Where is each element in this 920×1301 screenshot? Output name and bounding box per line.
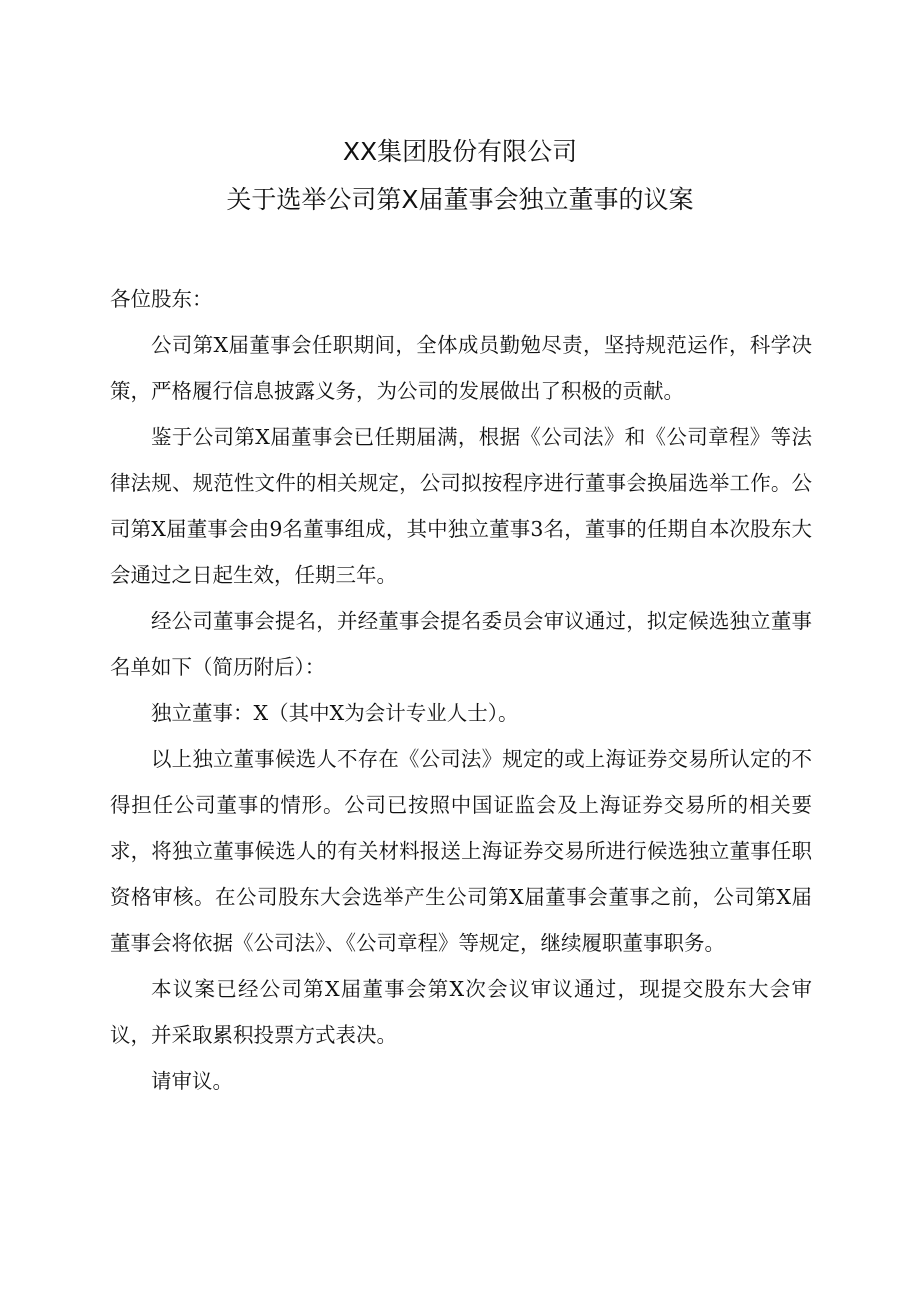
paragraph-approval: 本议案已经公司第X届董事会第X次会议审议通过，现提交股东大会审议，并采取累积投票方式表决。: [110, 977, 812, 1047]
paragraph-qualification: 以上独立董事候选人不存在《公司法》规定的或上海证券交易所认定的不得担任公司董事的情形。公司已按照中国证监会及上海证券交易所的相关要求，将独立董事候选人的有关材料报送上海证券交易所进行候选独立董事任职资格审核。在公司股东大会选举产生公司第X届董事会董事之前，公司第X届董事会将依据《公司法》、《公司章程》等规定，继续履职董事职务。: [110, 747, 812, 955]
paragraph-closing: 请审议。: [151, 1069, 233, 1093]
salutation: 各位股东：: [110, 287, 213, 311]
paragraph-nomination: 经公司董事会提名，并经董事会提名委员会审议通过，拟定候选独立董事名单如下（简历附后）：: [110, 609, 812, 679]
paragraph-candidate-list: 独立董事：X（其中X为会计专业人士）。: [151, 701, 519, 725]
proposal-title: 关于选举公司第X届董事会独立董事的议案: [226, 185, 694, 214]
paragraph-election-basis: 鉴于公司第X届董事会已任期届满，根据《公司法》和《公司章程》等法律法规、规范性文件的相关规定，公司拟按程序进行董事会换届选举工作。公司第X届董事会由9名董事组成，其中独立董事3名，董事的任期自本次股东大会通过之日起生效，任期三年。: [110, 425, 812, 587]
company-title: XX集团股份有限公司: [342, 137, 578, 166]
document-body: [110, 276, 812, 1104]
paragraph-term-review: 公司第X届董事会任职期间，全体成员勤勉尽责，坚持规范运作，科学决策，严格履行信息披露义务，为公司的发展做出了积极的贡献。: [110, 333, 812, 403]
